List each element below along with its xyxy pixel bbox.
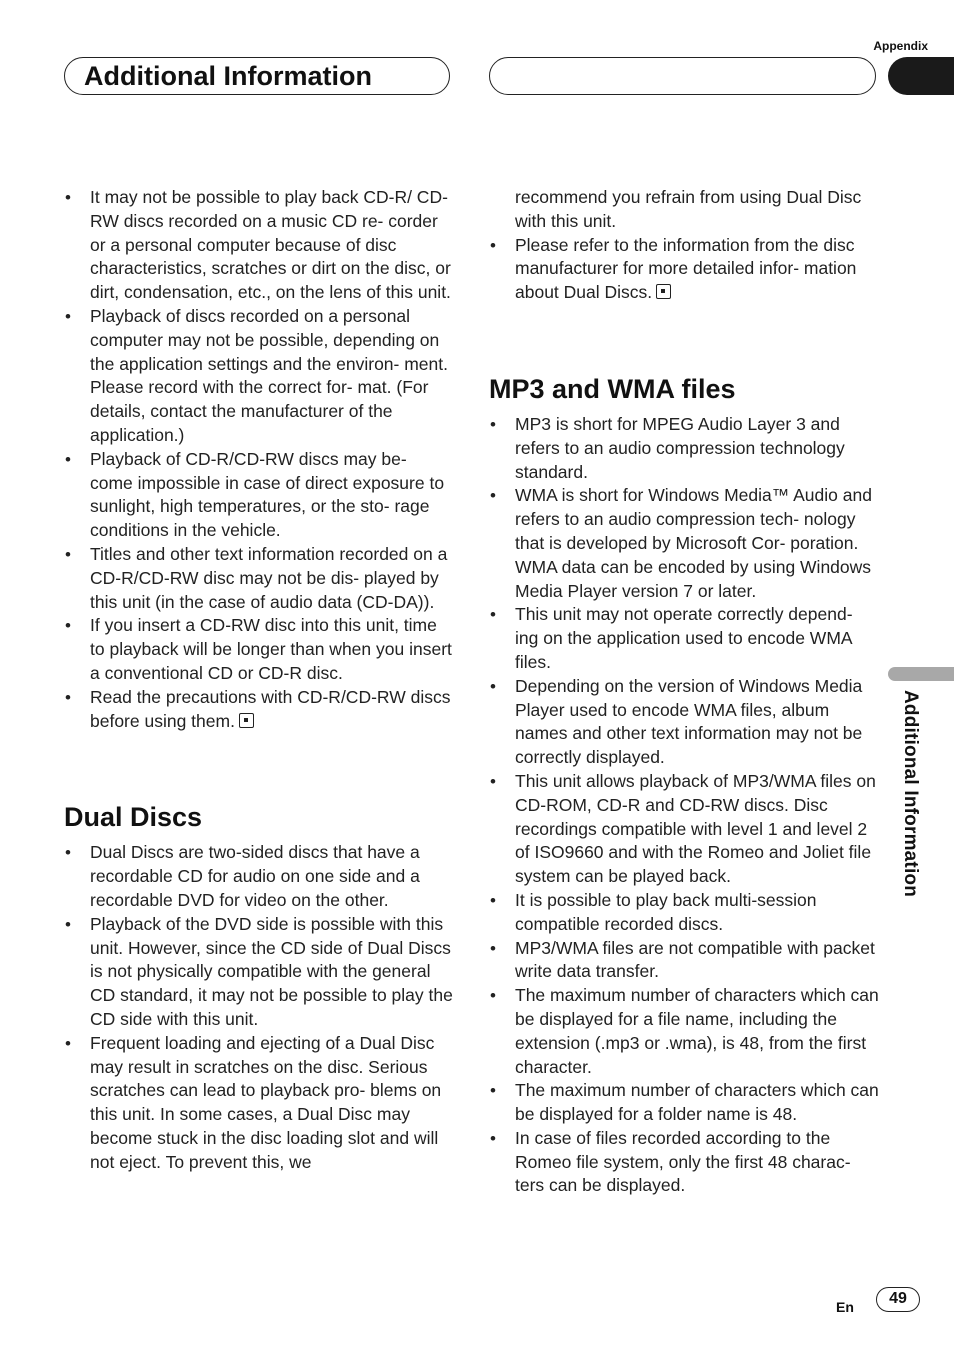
list-item: • Playback of CD-R/CD-RW discs may be- come impossible in case of direct exposure to sunlight, high temperatures, or the sto- rage conditions in the vehicle. <box>64 448 454 543</box>
section-tab-gray <box>888 667 954 681</box>
cdr-notes-list <box>64 186 454 733</box>
list-item: • In case of files recorded according to the Romeo file system, only the first 48 charac- ters can be displayed. <box>489 1127 879 1198</box>
page-title: Additional Information <box>84 61 372 91</box>
end-mark-icon <box>239 713 254 728</box>
list-item: • Playback of the DVD side is possible with this unit. However, since the CD side of Dual Discs is not physically compatible with the general CD standard, it may not be possible to play the CD side with this unit. <box>64 913 454 1032</box>
list-item: • Frequent loading and ejecting of a Dual Disc may result in scratches on the disc. Serious scratches can lead to playback pro- blems on this unit. In some cases, a Dual Disc may become stuck in the disc loading slot and will not eject. To prevent this, we <box>64 1032 454 1175</box>
list-item: • It may not be possible to play back CD-R/ CD-RW discs recorded on a music CD re- corder or a personal computer because of disc characteristics, scratches or dirt on the disc, or dirt, condensation, etc., on the lens of this unit. <box>64 186 454 305</box>
list-item: • MP3 is short for MPEG Audio Layer 3 and refers to an audio compression technology standard. <box>489 413 879 484</box>
header-pill-right <box>489 57 876 95</box>
appendix-label: Appendix <box>873 39 928 53</box>
right-column <box>489 186 879 1198</box>
list-item: • MP3/WMA files are not compatible with packet write data transfer. <box>489 937 879 985</box>
list-item: • WMA is short for Windows Media™ Audio and refers to an audio compression tech- nology that is developed by Microsoft Cor- poration. WMA data can be encoded by using Windows Media Player version 7 or later. <box>489 484 879 603</box>
list-item: • Please refer to the information from the disc manufacturer for more detailed infor- mation about Dual Discs. <box>489 234 879 305</box>
list-item: • It is possible to play back multi-session compatible recorded discs. <box>489 889 879 937</box>
list-item: • This unit may not operate correctly depend- ing on the application used to encode WMA files. <box>489 603 879 674</box>
list-item: • Playback of discs recorded on a personal computer may not be possible, depending on the application settings and the environ- ment. Please record with the correct for- mat. (For details, contact the manufacturer of the application.) <box>64 305 454 448</box>
side-tab-label: Additional Information <box>900 690 921 898</box>
dual-discs-list-continued <box>489 234 879 305</box>
list-item: • Read the precautions with CD-R/CD-RW discs before using them. <box>64 686 454 734</box>
list-item: • The maximum number of characters which can be displayed for a folder name is 48. <box>489 1079 879 1127</box>
page-number: 49 <box>876 1287 920 1312</box>
mp3-wma-list <box>489 413 879 1198</box>
left-column <box>64 186 454 1174</box>
list-item: • The maximum number of characters which can be displayed for a file name, including the extension (.mp3 or .wma), is 48, from the first character. <box>489 984 879 1079</box>
language-label: En <box>836 1299 854 1315</box>
list-item: • This unit allows playback of MP3/WMA files on CD-ROM, CD-R and CD-RW discs. Disc recordings compatible with level 1 and level 2 of ISO9660 and with the Romeo and Joliet file system can be played back. <box>489 770 879 889</box>
list-item: • Titles and other text information recorded on a CD-R/CD-RW disc may not be dis- played by this unit (in the case of audio data (CD-DA)). <box>64 543 454 614</box>
end-mark-icon <box>656 284 671 299</box>
list-item: • Dual Discs are two-sided discs that have a recordable CD for audio on one side and a recordable DVD for video on the other. <box>64 841 454 912</box>
continued-text: recommend you refrain from using Dual Disc with this unit. <box>515 187 862 231</box>
list-item: • If you insert a CD-RW disc into this unit, time to playback will be longer than when you insert a conventional CD or CD-R disc. <box>64 614 454 685</box>
dual-discs-heading: Dual Discs <box>64 802 203 833</box>
mp3-wma-heading: MP3 and WMA files <box>489 373 736 404</box>
dual-discs-list <box>64 841 454 1174</box>
section-tab-black <box>888 57 954 95</box>
list-item: • Depending on the version of Windows Media Player used to encode WMA files, album names and other text information may not be correctly displayed. <box>489 675 879 770</box>
